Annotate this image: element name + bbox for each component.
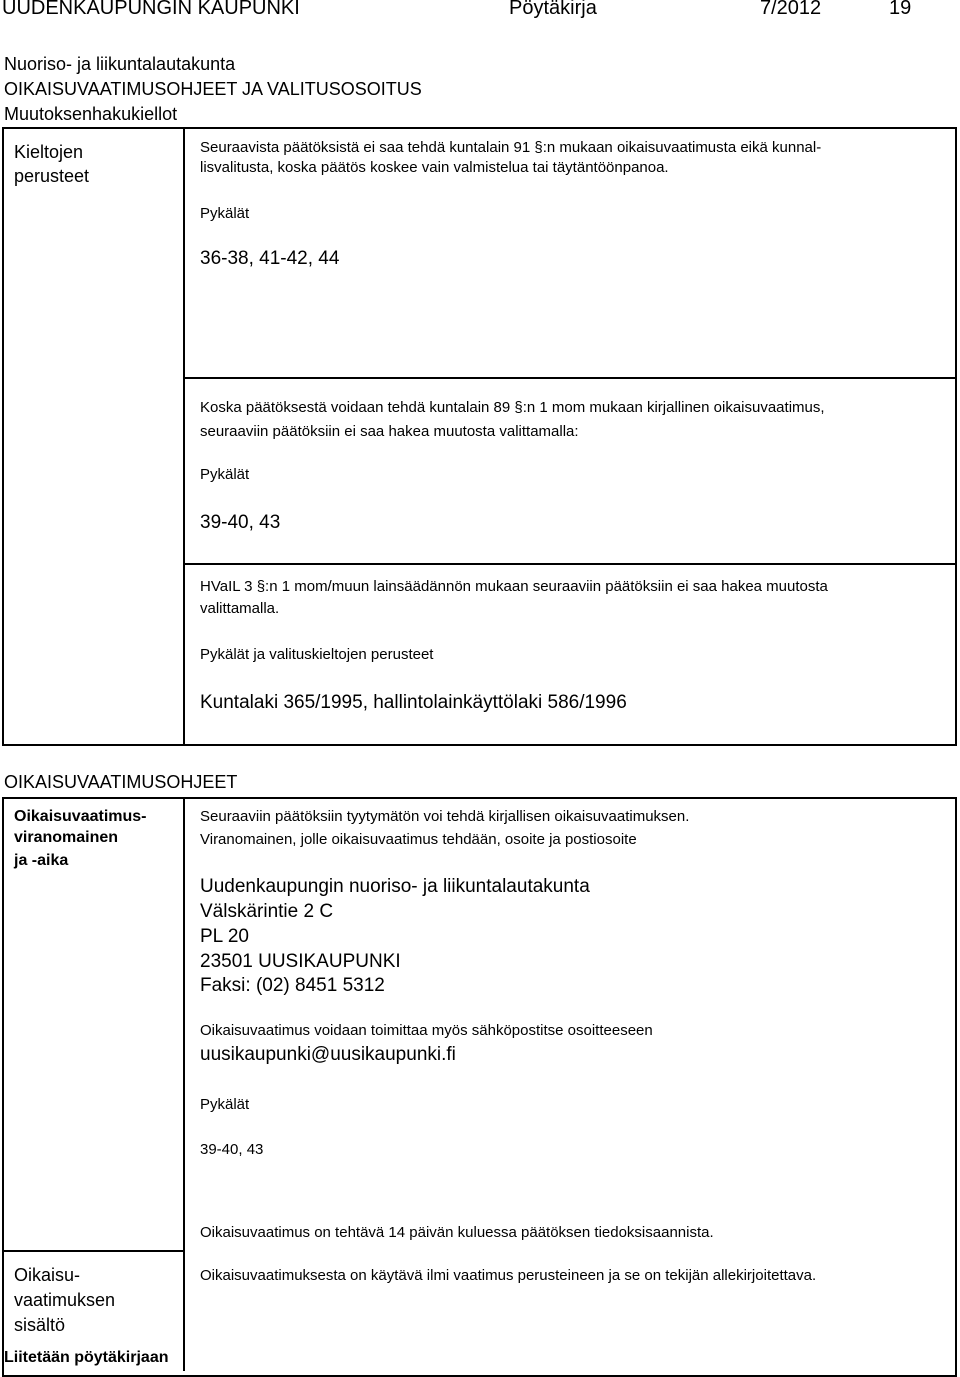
instructions-divider: [183, 797, 185, 1371]
block2-sections-label: Pykälät: [200, 466, 250, 483]
address-name: Uudenkaupungin nuoriso- ja liikuntalautakunta: [200, 876, 590, 897]
block3-sections-label: Pykälät ja valituskieltojen perusteet: [200, 646, 434, 663]
instructions-sections: 39-40, 43: [200, 1141, 264, 1158]
prohibitions-divider: [183, 127, 185, 746]
address-po-box: PL 20: [200, 926, 249, 947]
address-postal: 23501 UUSIKAUPUNKI: [200, 951, 401, 972]
content-label-line1: Oikaisu-: [14, 1265, 81, 1285]
block2-text-line1: Koska päätöksestä voidaan tehdä kuntalain 89 §:n 1 mom mukaan kirjallinen oikaisuvaatimus,: [200, 399, 825, 416]
prohibitions-right-edge: [955, 127, 957, 746]
block1-sections: 36-38, 41-42, 44: [200, 248, 340, 269]
authority-label-line1: Oikaisuvaatimus-: [14, 808, 147, 825]
instructions-intro-line1: Seuraaviin päätöksiin tyytymätön voi tehdä kirjallisen oikaisuvaatimuksen.: [200, 808, 690, 825]
email-address[interactable]: uusikaupunki@uusikaupunki.fi: [200, 1044, 456, 1065]
attached-label: Liitetään pöytäkirjaan: [4, 1349, 169, 1366]
instructions-intro-line2: Viranomainen, jolle oikaisuvaatimus tehdään, osoite ja postiosoite: [200, 831, 637, 848]
prohibitions-label-line2: perusteet: [14, 166, 90, 186]
address-fax: Faksi: (02) 8451 5312: [200, 975, 385, 996]
block1-text-line1: Seuraavista päätöksistä ei saa tehdä kuntalain 91 §:n mukaan oikaisuvaatimusta eikä kunnal-: [200, 139, 822, 156]
content-label-line3: sisältö: [14, 1315, 66, 1335]
block3-sections: Kuntalaki 365/1995, hallintolainkäyttölaki 586/1996: [200, 692, 627, 713]
block2-sections: 39-40, 43: [200, 512, 281, 533]
header-doc-type: Pöytäkirja: [509, 0, 597, 19]
content-row-divider: [2, 1250, 183, 1252]
authority-label-line2: viranomainen: [14, 829, 119, 846]
instructions-deadline: Oikaisuvaatimus on tehtävä 14 päivän kuluessa päätöksen tiedoksisaannista.: [200, 1224, 714, 1241]
instructions-heading: OIKAISUVAATIMUSOHJEET: [4, 772, 238, 792]
content-label-line2: vaatimuksen: [14, 1290, 116, 1310]
address-street: Välskärintie 2 C: [200, 901, 334, 922]
instructions-sections-label: Pykälät: [200, 1096, 250, 1113]
header-meeting-number: 7/2012: [760, 0, 822, 19]
content-text: Oikaisuvaatimuksesta on käytävä ilmi vaatimus perusteineen ja se on tekijän allekirjoitettava.: [200, 1267, 817, 1284]
header-city: UUDENKAUPUNGIN KAUPUNKI: [2, 0, 300, 19]
block3-text-line1: HVaIL 3 §:n 1 mom/muun lainsäädännön mukaan seuraaviin päätöksiin ei saa hakea muutosta: [200, 578, 828, 595]
main-title: OIKAISUVAATIMUSOHJEET JA VALITUSOSOITUS: [4, 79, 422, 99]
email-intro: Oikaisuvaatimus voidaan toimittaa myös sähköpostitse osoitteeseen: [200, 1022, 653, 1039]
authority-label-line3: ja -aika: [14, 852, 69, 869]
header-page-number: 19: [889, 0, 912, 19]
board-name: Nuoriso- ja liikuntalautakunta: [4, 54, 236, 74]
block2-text-line2: seuraaviin päätöksiin ei saa hakea muutosta valittamalla:: [200, 423, 579, 440]
block-divider-1: [183, 377, 957, 379]
block1-text-line2: lisvalitusta, koska päätös koskee vain valmistelua tai täytäntöönpanoa.: [200, 159, 669, 176]
sub-title: Muutoksenhakukiellot: [4, 104, 178, 124]
block-divider-2: [183, 563, 957, 565]
block1-sections-label: Pykälät: [200, 205, 250, 222]
prohibitions-label-line1: Kieltojen: [14, 142, 84, 162]
block3-text-line2: valittamalla.: [200, 600, 280, 617]
